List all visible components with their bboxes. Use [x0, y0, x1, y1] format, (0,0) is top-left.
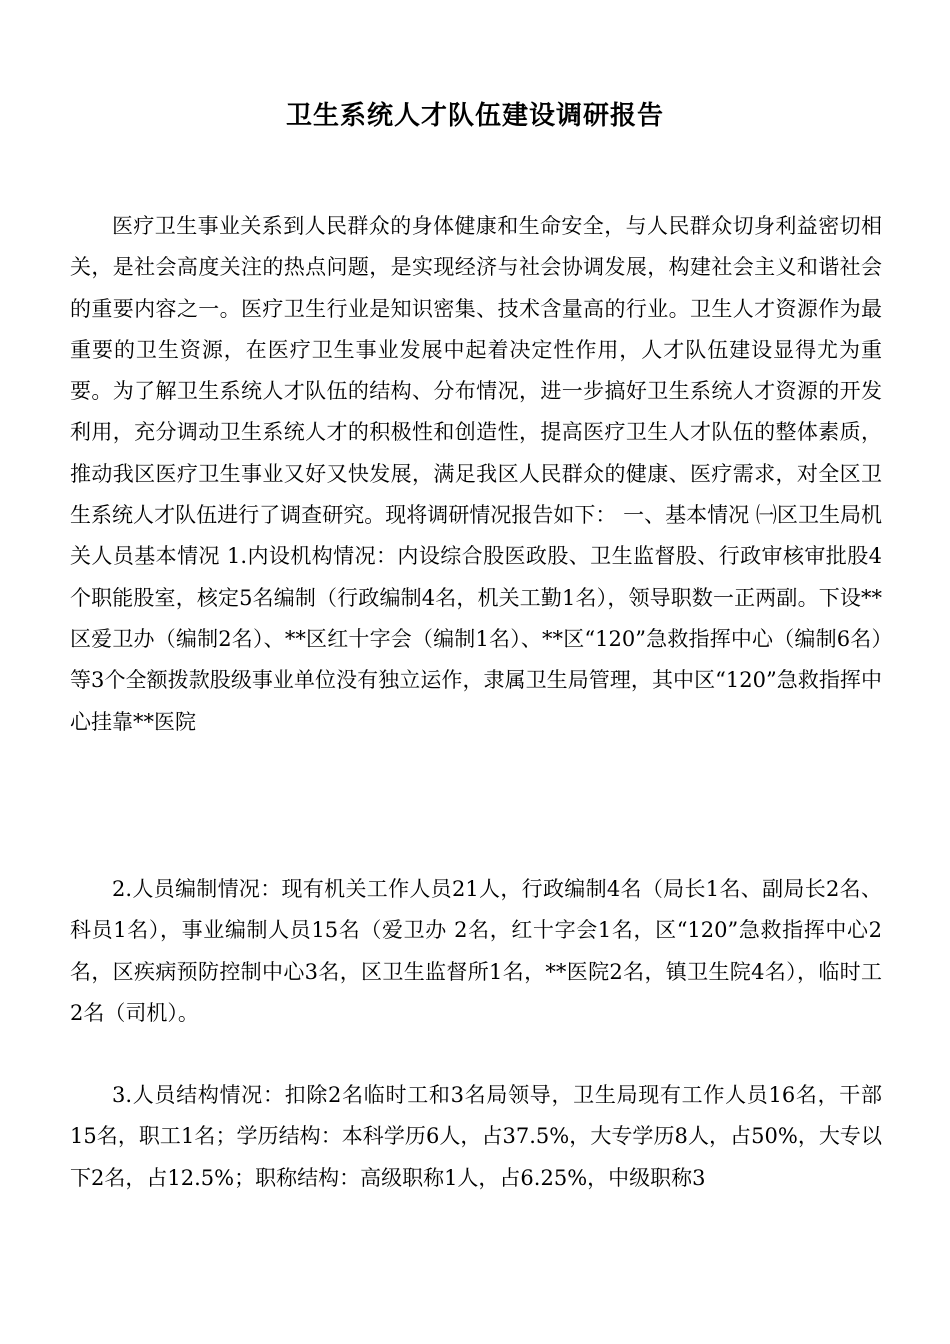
- body-paragraph-staffing: 2.人员编制情况：现有机关工作人员21人，行政编制4名（局长1名、副局长2名、科员1名），事业编制人员15名（爱卫办 2名，红十字会1名，区“120”急救指挥中心2名，区疾病预防控制中心3名，区卫生监督所1名，**医院2名，镇卫生院4名），临时工2名（司机）。: [70, 877, 882, 1025]
- body-paragraph-intro: 医疗卫生事业关系到人民群众的身体健康和生命安全，与人民群众切身利益密切相关，是社会高度关注的热点问题，是实现经济与社会协调发展，构建社会主义和谐社会的重要内容之一。医疗卫生行业是知识密集、技术含量高的行业。卫生人才资源作为最重要的卫生资源，在医疗卫生事业发展中起着决定性作用，人才队伍建设显得尤为重要。为了解卫生系统人才队伍的结构、分布情况，进一步搞好卫生系统人才资源的开发利用，充分调动卫生系统人才的积极性和创造性，提高医疗卫生人才队伍的整体素质，推动我区医疗卫生事业又好又快发展，满足我区人民群众的健康、医疗需求，对全区卫生系统人才队伍进行了调查研究。现将调研情况报告如下： 一、基本情况 ㈠区卫生局机关人员基本情况 1.内设机构情况：内设综合股医政股、卫生监督股、行政审核审批股4个职能股室，核定5名编制（行政编制4名，机关工勤1名），领导职数一正两副。下设**区爱卫办（编制2名）、**区红十字会（编制1名）、**区“120”急救指挥中心（编制6名）等3个全额拨款股级事业单位没有独立运作，隶属卫生局管理，其中区“120”急救指挥中心挂靠**医院: [70, 214, 882, 734]
- body-paragraph-structure: 3.人员结构情况：扣除2名临时工和3名局领导，卫生局现有工作人员16名，干部15名，职工1名；学历结构：本科学历6人，占37.5%，大专学历8人，占50%，大专以下2名，占12.5%；职称结构：高级职称1人，占6.25%，中级职称3: [70, 1083, 882, 1190]
- document-title: 卫生系统人才队伍建设调研报告: [285, 101, 664, 131]
